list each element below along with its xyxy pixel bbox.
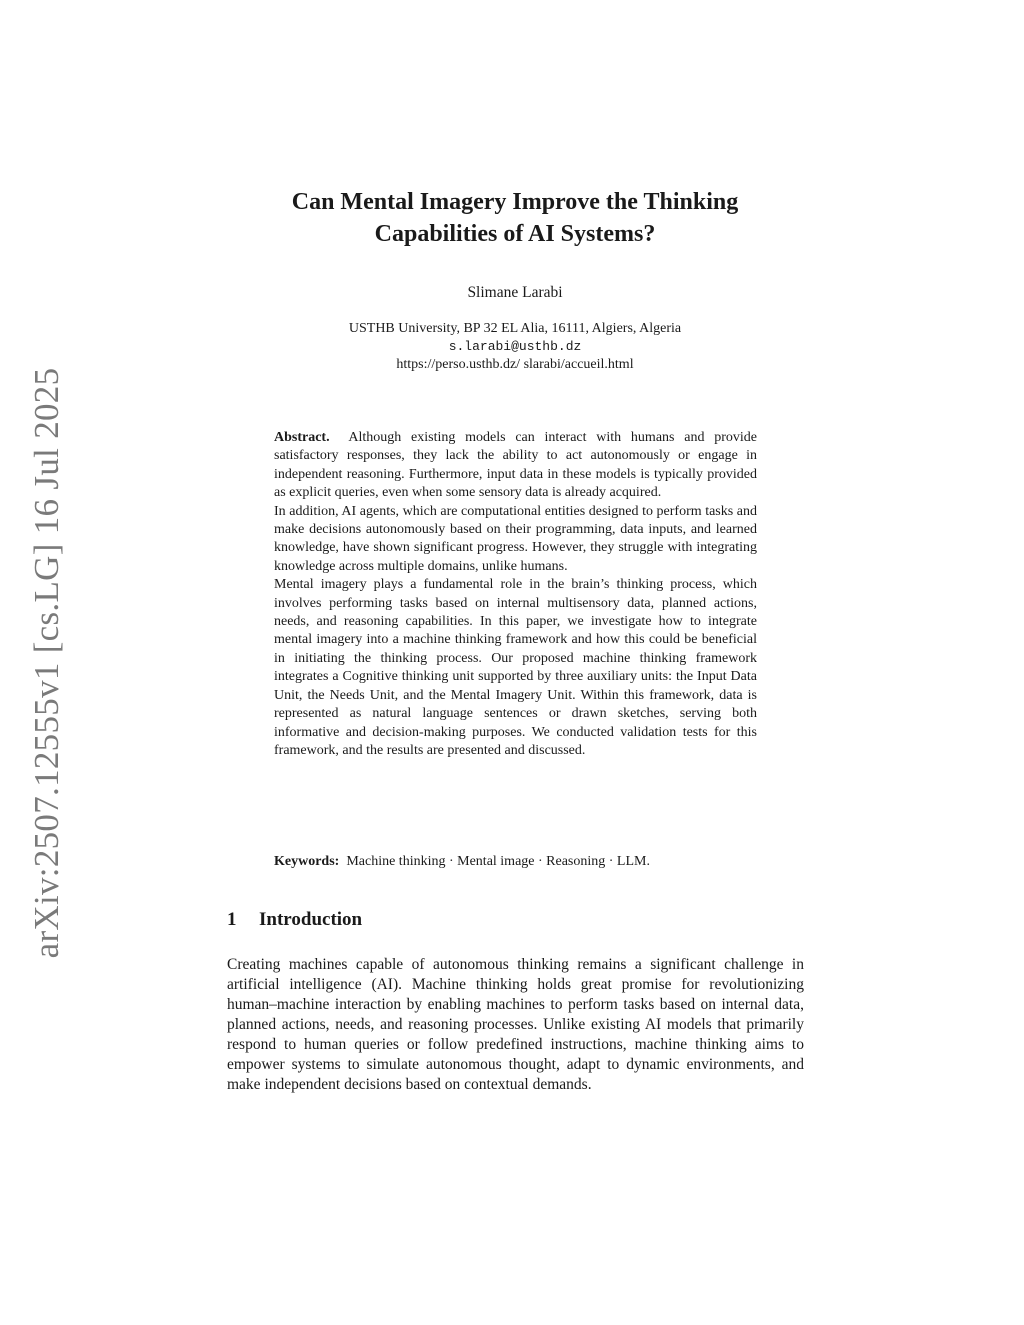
abstract-label: Abstract. [274, 430, 330, 445]
author-email[interactable]: s.larabi@usthb.dz [448, 339, 582, 354]
keywords-text: Machine thinking · Mental image · Reasoning · LLM. [346, 854, 650, 869]
arxiv-side-stamp: arXiv:2507.12555v1 [cs.LG] 16 Jul 2025 [27, 367, 66, 959]
section-title: Introduction [259, 909, 363, 930]
author-website[interactable]: https://perso.usthb.dz/ slarabi/accueil.html [396, 357, 634, 372]
keywords-label: Keywords: [274, 854, 340, 869]
introduction-body [227, 955, 804, 1095]
paper-title [210, 186, 820, 250]
introduction-paragraph: Creating machines capable of autonomous thinking remains a significant challenge in artificial intelligence (AI). Machine thinking holds great promise for revolutionizing human–machine interaction by enabling machines to perform tasks based on internal data, planned actions, needs, and reasoning processes. Unlike existing AI models that primarily respond to human queries or follow predefined instructions, machine thinking aims to empower systems to simulate autonomous thought, adapt to dynamic environments, and make independent decisions based on contextual demands. [227, 956, 804, 1093]
affiliation-block [210, 320, 820, 374]
abstract-paragraph-1 [274, 429, 757, 503]
institution: USTHB University, BP 32 EL Alia, 16111, Algiers, Algeria [348, 321, 682, 336]
keywords [274, 853, 757, 871]
abstract-paragraph-2: In addition, AI agents, which are computational entities designed to perform tasks and make decisions autonomously based on their programming, data inputs, and learned knowledge, have shown significant progress. However, they struggle with integrating knowledge across multiple domains, unlike humans. [274, 503, 757, 574]
title-line-1: Can Mental Imagery Improve the Thinking [291, 189, 739, 215]
title-line-2: Capabilities of AI Systems? [374, 221, 656, 247]
abstract-p1-text: Although existing models can interact with humans and provide satisfactory responses, they lack the ability to act autonomously or engage in independent reasoning. Furthermore, input data in these models is typically provided as explicit queries, even when some sensory data is already acquired. [274, 430, 757, 501]
section-heading [227, 908, 362, 932]
section-number: 1 [227, 909, 237, 930]
author-name: Slimane Larabi [467, 284, 563, 301]
abstract-paragraph-3: Mental imagery plays a fundamental role in the brain’s thinking process, which involves performing tasks based on internal multisensory data, planned actions, needs, and reasoning capabilities. In this paper, we investigate how to integrate mental imagery into a machine thinking framework and how this could be beneficial in initiating the thinking process. Our proposed machine thinking framework integrates a Cognitive thinking unit supported by three auxiliary units: the Input Data Unit, the Needs Unit, and the Mental Imagery Unit. Within this framework, data is represented as natural language sentences or drawn sketches, serving both informative and decision-making purposes. We conducted validation tests for this framework, and the results are presented and discussed. [274, 577, 757, 758]
abstract [274, 429, 757, 760]
